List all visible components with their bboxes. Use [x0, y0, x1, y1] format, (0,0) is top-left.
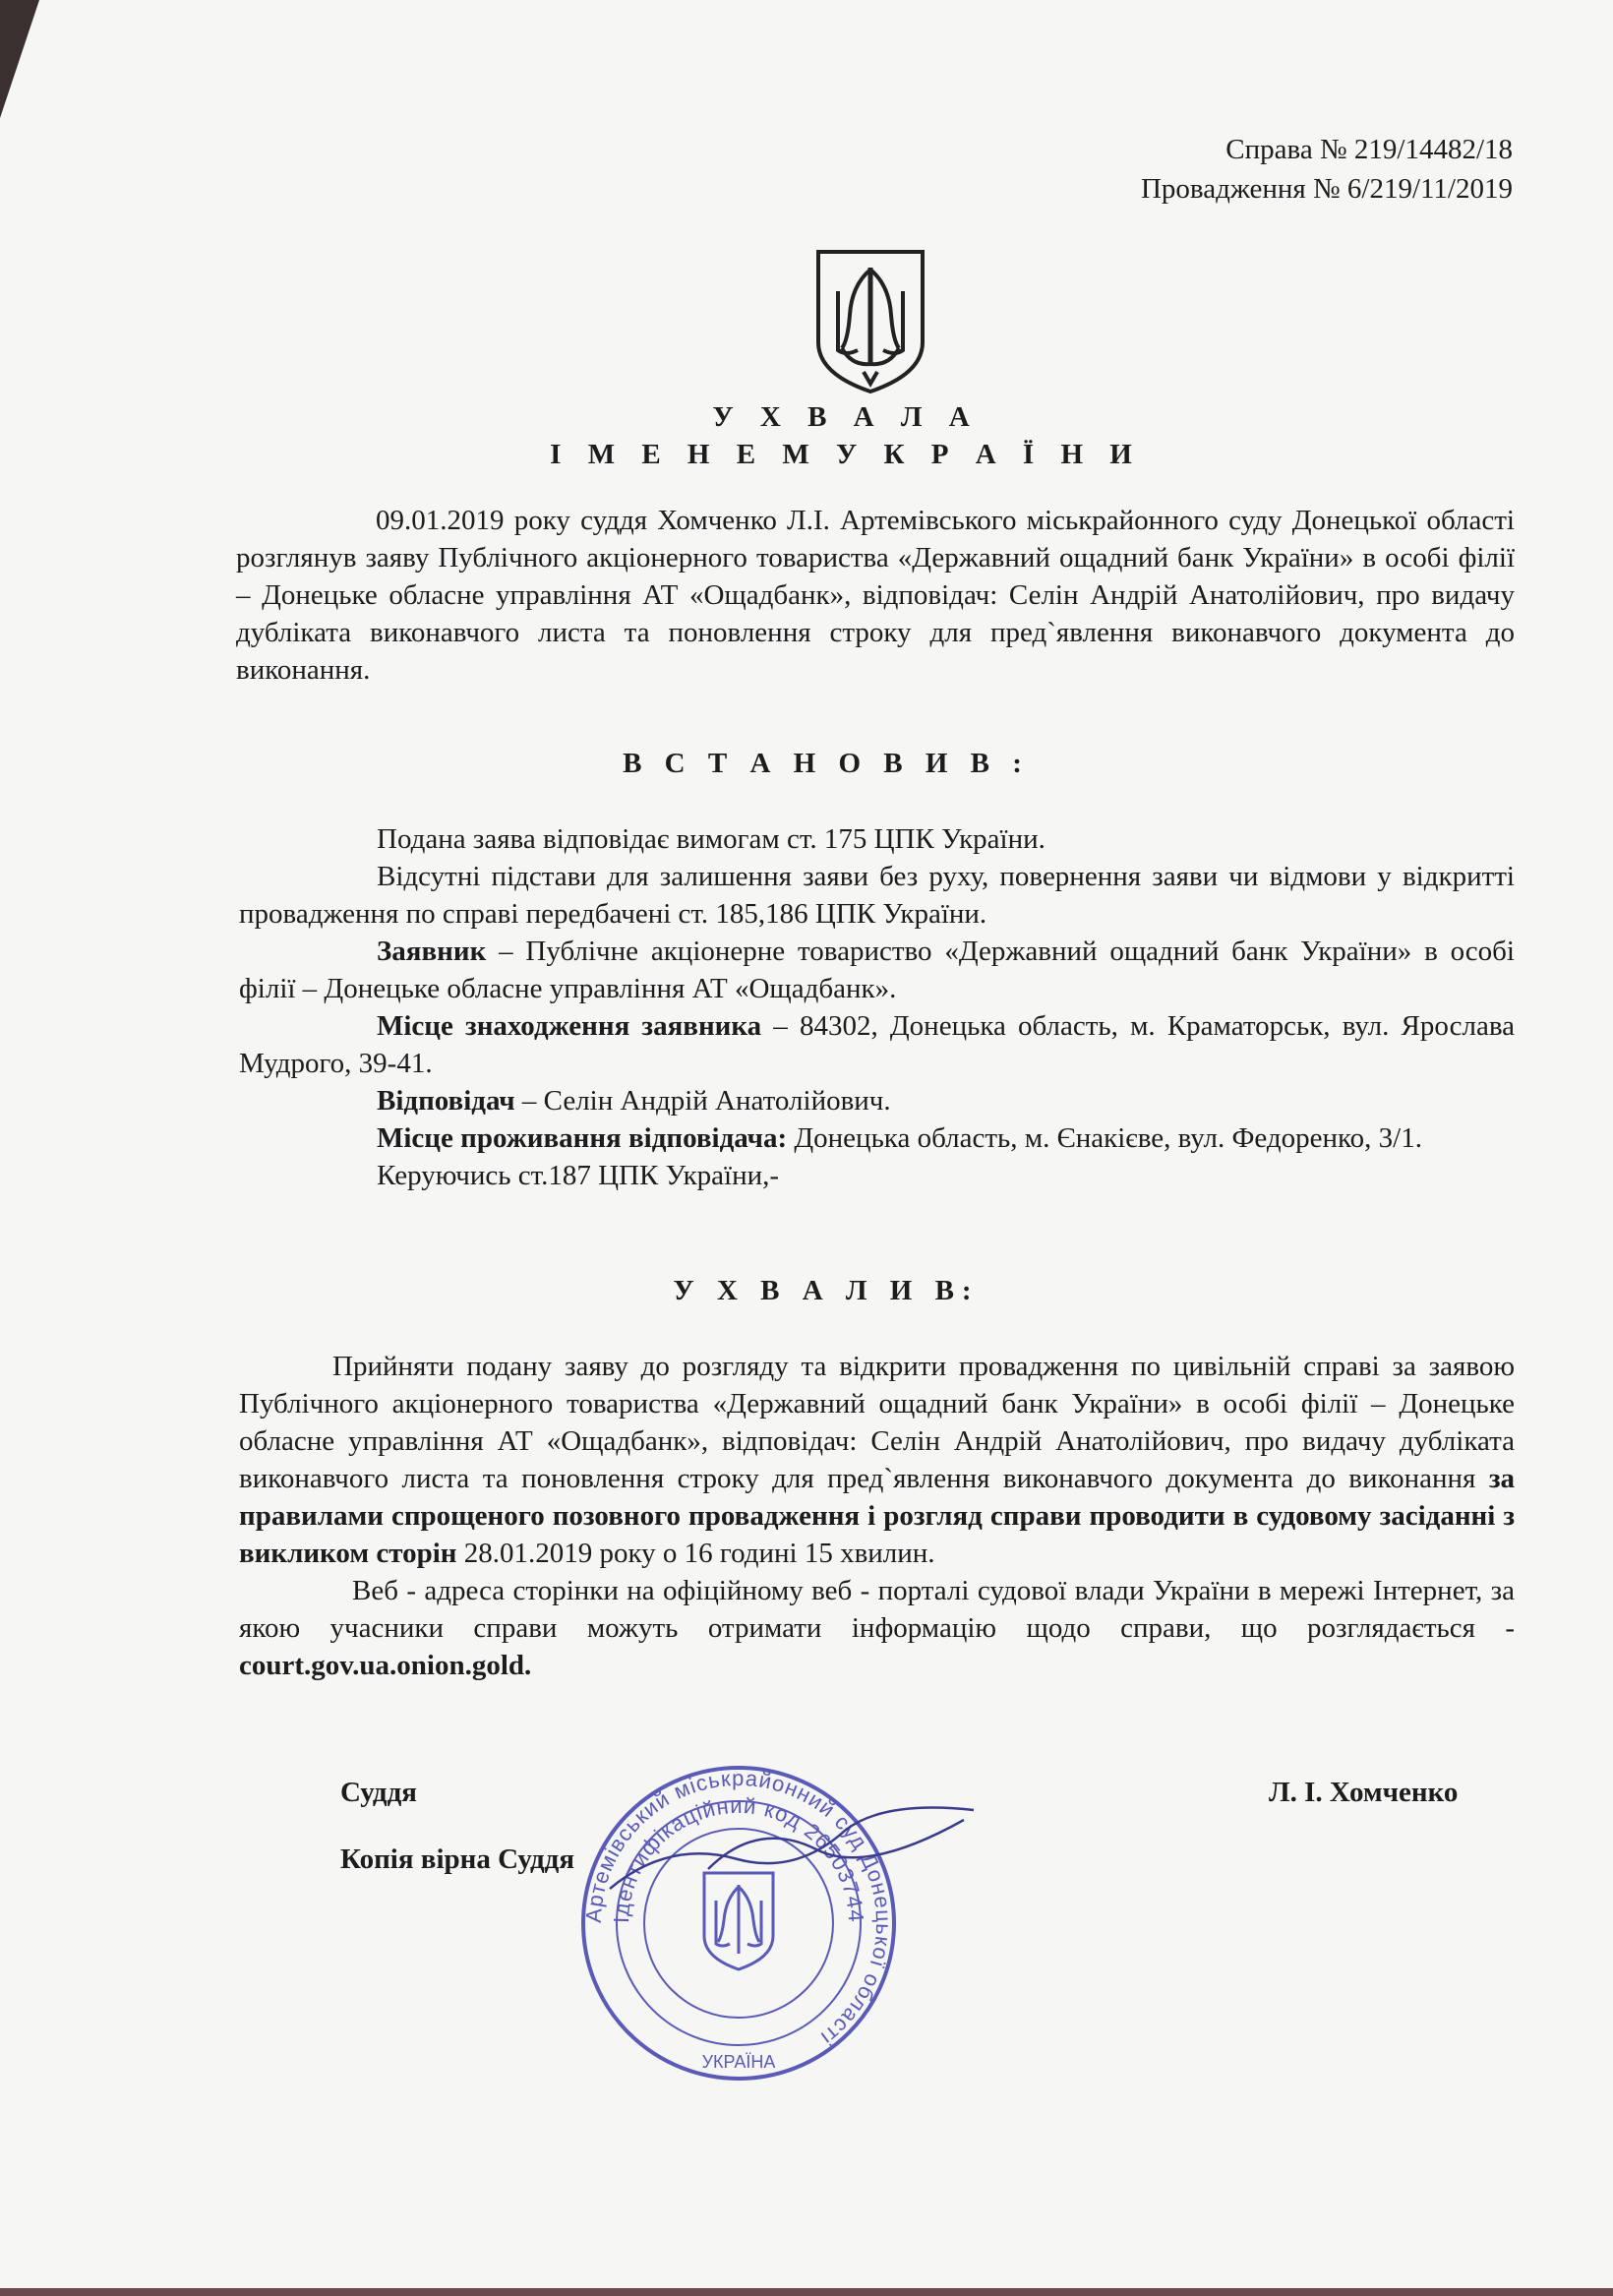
residence-paragraph — [239, 1119, 1515, 1157]
applicant-text: – Публічне акціонерне товариство «Державний ощадний банк України» в особі філії – Донецьке обласне управління АТ «Ощадбанк». — [239, 936, 1515, 1004]
intro-text: 09.01.2019 року суддя Хомченко Л.І. Артемівського міськрайонного суду Донецької області розглянув заяву Публічного акціонерного товариства «Державний ощадний банк України» в особі філії – Донецьке обласне управління АТ «Ощадбанк», відповідач: Селін Андрій Анатолійович, про видачу дубліката виконавчого листа та поновлення строку для пред`явлення виконавчого документа до виконання. — [236, 505, 1515, 686]
case-number: Справа № 219/14482/18 — [1225, 134, 1513, 165]
established-heading: В С Т А Н О В И В : — [623, 748, 1030, 779]
residence-label: Місце проживання відповідача: — [377, 1122, 788, 1154]
case-numbers — [1141, 130, 1513, 209]
scan-corner-shadow — [0, 0, 39, 118]
stamp-inner-text: Ідентифікаційний код 26503744 — [608, 1792, 869, 1924]
location-label: Місце знаходження заявника — [377, 1010, 762, 1042]
proceeding-number: Провадження № 6/219/11/2019 — [1140, 173, 1513, 205]
copy-certified-label: Копія вірна Суддя — [340, 1843, 575, 1875]
intro-paragraph — [236, 502, 1515, 689]
residence-text: Донецька область, м. Єнакієве, вул. Федоренко, 3/1. — [787, 1122, 1422, 1154]
guided-paragraph: Керуючись ст.187 ЦПК України,- — [377, 1160, 780, 1191]
established-p2: Відсутні підстави для залишення заяви без руху, повернення заяви чи відмови у відкритті провадження по справі передбачені ст. 185,186 ЦПК України. — [239, 861, 1515, 930]
judge-signature — [590, 1781, 984, 1918]
decided-p2 — [239, 1572, 1515, 1684]
respondent-label: Відповідач — [377, 1085, 515, 1117]
decided-p1-bold: за правилами спрощеного позовного провадження і розгляд справи проводити в судовому засіданні з викликом сторін — [239, 1463, 1515, 1569]
judge-name: Л. І. Хомченко — [1269, 1777, 1459, 1808]
decided-p1 — [239, 1348, 1515, 1572]
court-web-address: court.gov.ua.onion.gold. — [239, 1650, 532, 1681]
established-p1: Подана заява відповідає вимогам ст. 175 ЦПК України. — [377, 823, 1045, 855]
stamp-outer-text: Артемівський міськрайонний суд Донецької області — [580, 1765, 897, 2051]
applicant-paragraph — [239, 933, 1515, 1007]
respondent-text: – Селін Андрій Анатолійович. — [514, 1085, 891, 1117]
coat-of-arms-icon — [812, 246, 928, 395]
decided-p2-start: Веб - адреса сторінки на офіційному веб - порталі судової влади України в мережі Інтернет, за якою учасники справи можуть отримати інформацію щодо справи, що розглядається - — [239, 1575, 1515, 1644]
judge-label: Суддя — [340, 1777, 417, 1808]
decided-heading: У Х В А Л И В: — [673, 1275, 980, 1306]
stamp-bottom-text: УКРАЇНА — [701, 2052, 776, 2072]
document-title: У Х В А Л А — [712, 401, 980, 433]
decided-p1-end: 28.01.2019 року о 16 годині 15 хвилин. — [456, 1538, 935, 1569]
decided-section — [239, 1348, 1515, 1684]
established-section — [239, 820, 1515, 1194]
location-paragraph — [239, 1007, 1515, 1082]
location-text: – 84302, Донецька область, м. Краматорськ, вул. Ярослава Мудрого, 39-41. — [239, 1010, 1516, 1079]
respondent-paragraph — [239, 1082, 1515, 1119]
document-subtitle: І М Е Н Е М У К Р А Ї Н И — [550, 439, 1142, 470]
scan-bottom-edge — [0, 2288, 1613, 2296]
applicant-label: Заявник — [377, 936, 487, 967]
decided-p1-start: Прийняти подану заяву до розгляду та відкрити провадження по цивільній справі за заявою Публічного акціонерного товариства «Державний ощадний банк України» в особі філії – Донецьке обласне управління АТ «Ощадбанк», відповідач: Селін Андрій Анатолійович, про видачу дубліката виконавчого листа та поновлення строку для пред`явлення виконавчого документа до виконання — [239, 1351, 1515, 1494]
